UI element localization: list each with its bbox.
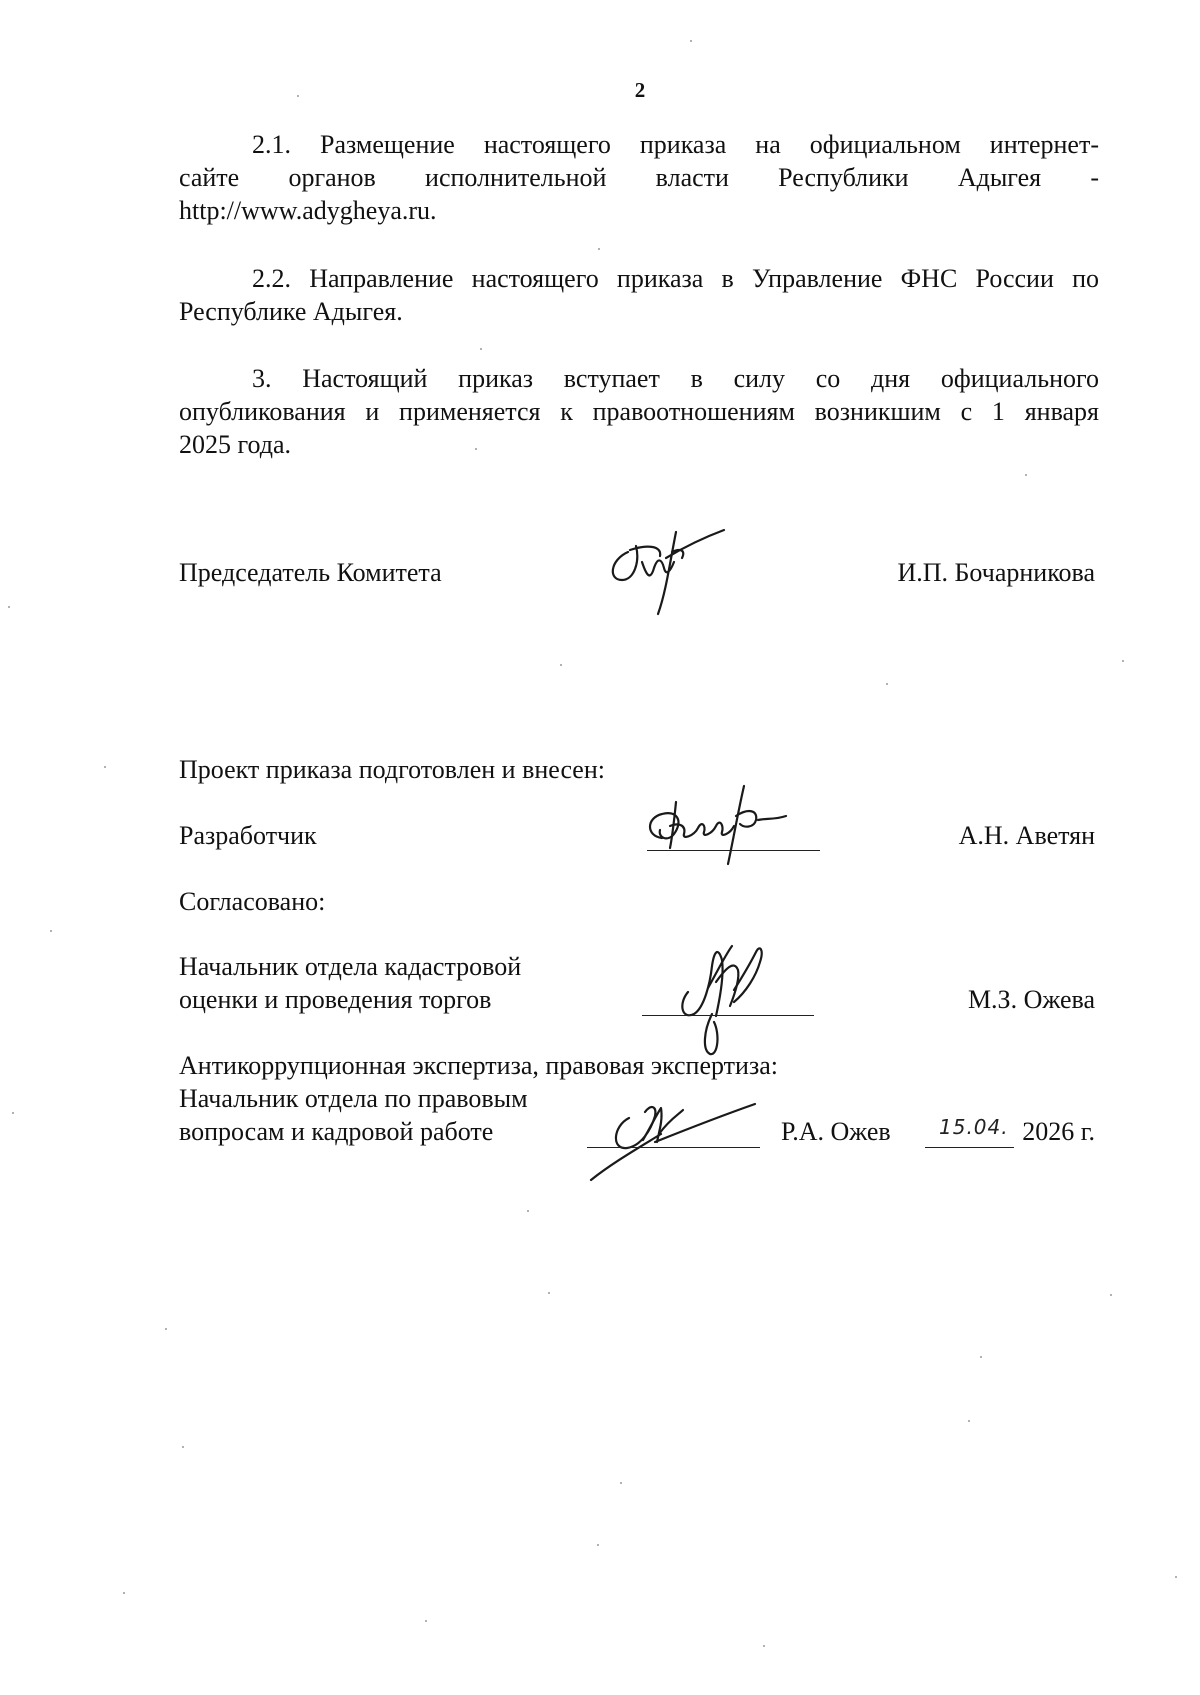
expertise-name: Р.А. Ожев [781, 1117, 891, 1146]
scan-speck [104, 766, 106, 768]
expertise-signature-line [587, 1147, 760, 1148]
scan-speck [1110, 1294, 1112, 1296]
paragraph-3-line-2: опубликования и применяется к правоотношениям возникшим с 1 января [179, 397, 1099, 426]
agreed-heading: Согласовано: [179, 887, 326, 916]
chairman-title: Председатель Комитета [179, 558, 442, 587]
scan-speck [980, 1356, 982, 1358]
agreed-role-line-2: оценки и проведения торгов [179, 985, 492, 1014]
paragraph-2-2-line-1: 2.2. Направление настоящего приказа в Управление ФНС России по [252, 264, 1099, 293]
scan-speck [1175, 1576, 1177, 1578]
scan-speck [182, 1446, 184, 1448]
scan-speck [1025, 474, 1027, 476]
scan-speck [527, 1210, 529, 1212]
scan-speck [620, 1482, 622, 1484]
developer-signature [640, 776, 820, 871]
scan-speck [560, 664, 562, 666]
scan-speck [297, 95, 299, 97]
developer-name: А.Н. Аветян [958, 821, 1095, 850]
paragraph-3 [179, 362, 1099, 461]
agreed-signature-line [642, 1015, 814, 1016]
agreed-signature [660, 930, 800, 1065]
paragraph-2-2 [179, 262, 1099, 328]
page-number: 2 [634, 78, 646, 102]
expertise-role-line-2: вопросам и кадровой работе [179, 1117, 494, 1146]
paragraph-2-1 [179, 128, 1099, 227]
expertise-date-line [925, 1147, 1014, 1148]
scan-speck [480, 348, 482, 350]
chairman-signature [600, 522, 730, 622]
scan-speck [597, 1544, 599, 1546]
paragraph-3-line-3: 2025 года. [179, 430, 292, 459]
expertise-role-line-1: Начальник отдела по правовым [179, 1084, 528, 1113]
scan-speck [50, 930, 52, 932]
paragraph-2-1-line-2: сайте органов исполнительной власти Республики Адыгея - [179, 163, 1099, 192]
scan-speck [165, 1328, 167, 1330]
scan-speck [12, 1112, 14, 1114]
scan-speck [123, 1592, 125, 1594]
developer-signature-line [647, 850, 820, 851]
scan-speck [1122, 660, 1124, 662]
expertise-date-handwritten: 15.04. [939, 1115, 1009, 1139]
expertise-date-suffix: 2026 г. [1022, 1117, 1095, 1146]
agreed-role-line-1: Начальник отдела кадастровой [179, 952, 522, 981]
scan-speck [968, 1420, 970, 1422]
paragraph-2-1-line-1: 2.1. Размещение настоящего приказа на официальном интернет- [252, 130, 1099, 159]
scan-speck [8, 606, 10, 608]
scan-speck [475, 448, 477, 450]
scan-speck [690, 40, 692, 42]
expertise-signature [585, 1070, 765, 1185]
paragraph-2-1-line-3: http://www.adygheya.ru. [179, 196, 437, 225]
paragraph-3-line-1: 3. Настоящий приказ вступает в силу со дня официального [252, 364, 1099, 393]
paragraph-2-2-line-2: Республике Адыгея. [179, 297, 403, 326]
expertise-heading: Антикоррупционная экспертиза, правовая экспертиза: [179, 1051, 778, 1080]
scan-speck [886, 683, 888, 685]
developer-role: Разработчик [179, 821, 317, 850]
scan-speck [548, 1292, 550, 1294]
project-heading: Проект приказа подготовлен и внесен: [179, 755, 605, 784]
chairman-name: И.П. Бочарникова [897, 558, 1095, 587]
scan-speck [425, 1620, 427, 1622]
scan-speck [763, 1645, 765, 1647]
scan-speck [598, 248, 600, 250]
agreed-name: М.З. Ожева [967, 985, 1095, 1014]
